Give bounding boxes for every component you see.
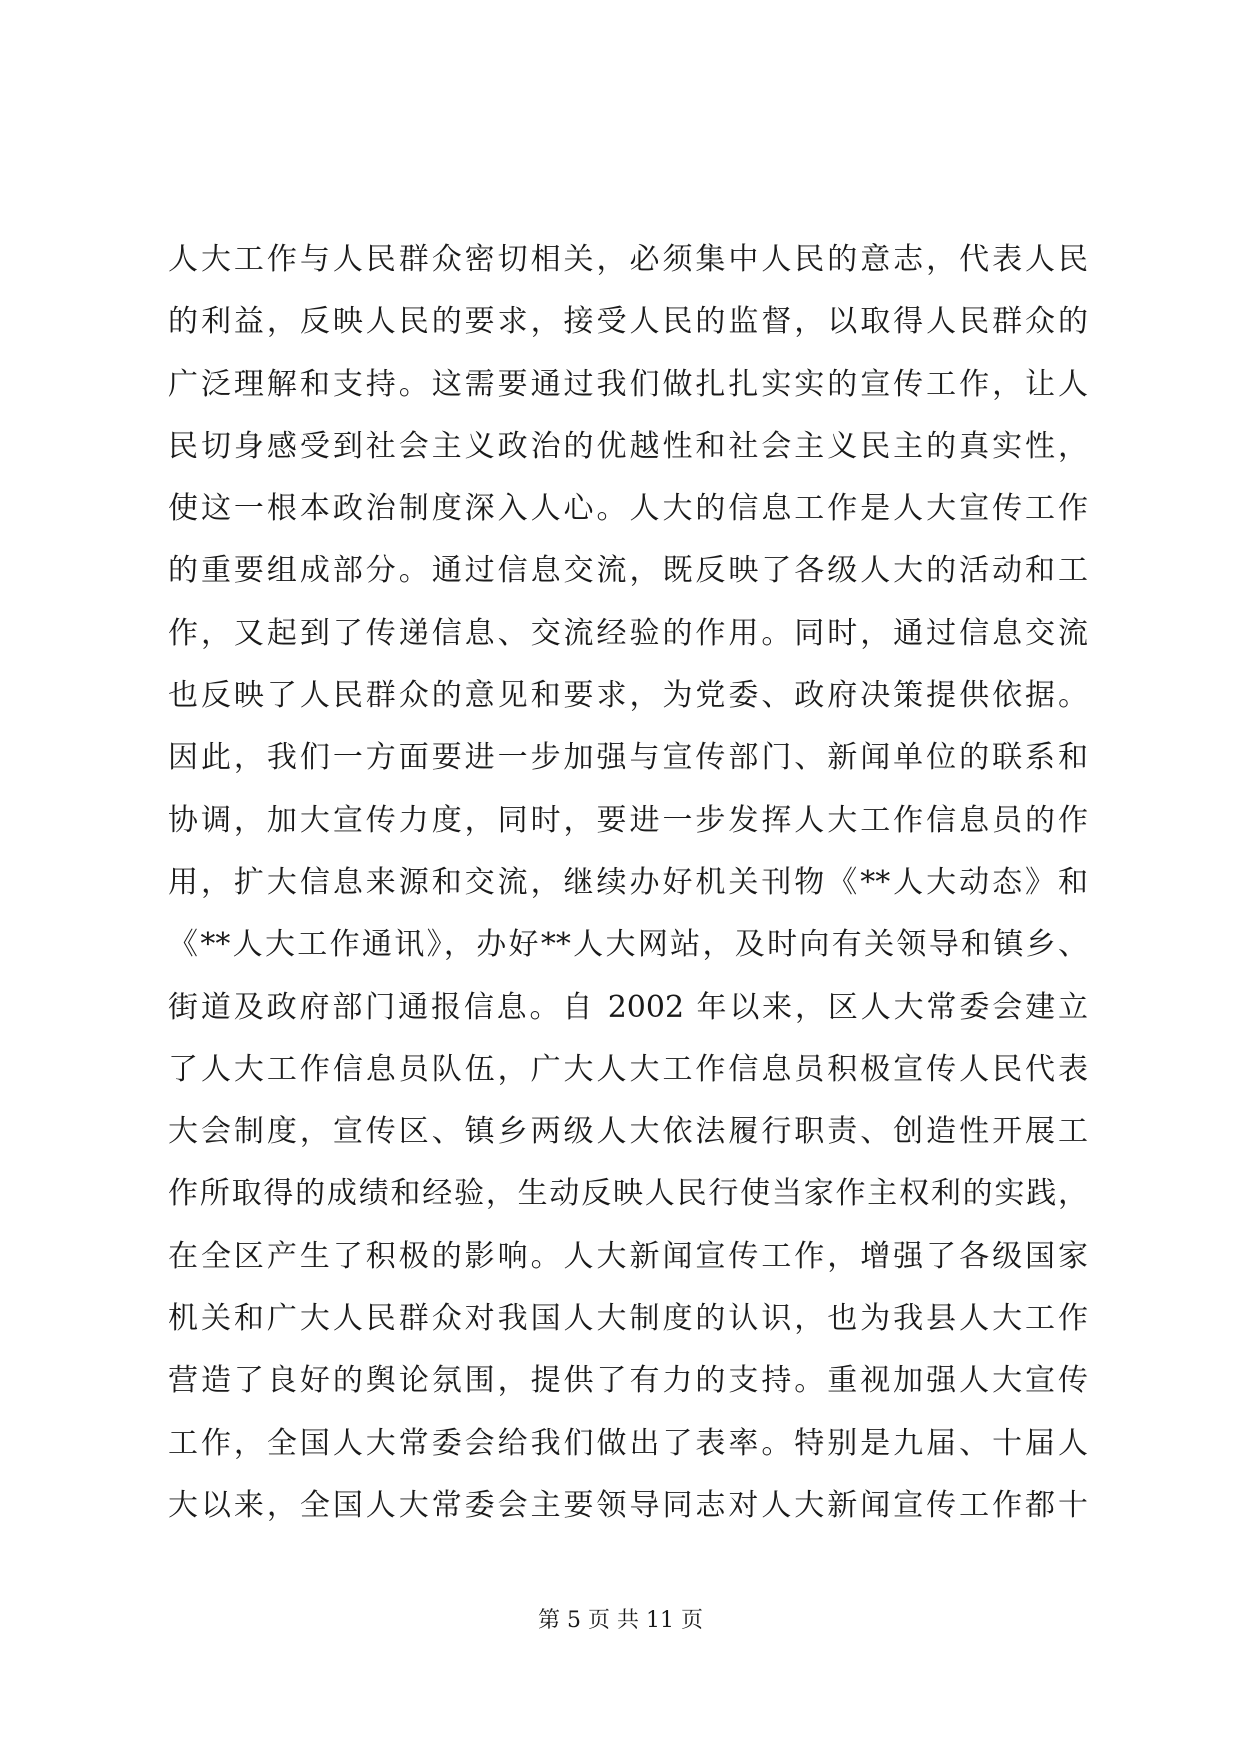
text-line: 作，又起到了传递信息、交流经验的作用。同时，通过信息交流	[168, 615, 1088, 651]
text-line: 营造了良好的舆论氛围，提供了有力的支持。重视加强人大宣传	[168, 1363, 1088, 1399]
text-line: 因此，我们一方面要进一步加强与宣传部门、新闻单位的联系和	[168, 740, 1088, 776]
text-line: 的重要组成部分。通过信息交流，既反映了各级人大的活动和工	[168, 553, 1088, 589]
text-line: 工作，全国人大常委会给我们做出了表率。特别是九届、十届人	[168, 1425, 1088, 1461]
text-line: 作所取得的成绩和经验，生动反映人民行使当家作主权利的实践，	[168, 1176, 1088, 1212]
text-line: 了人大工作信息员队伍，广大人大工作信息员积极宣传人民代表	[168, 1051, 1088, 1087]
text-line: 机关和广大人民群众对我国人大制度的认识，也为我县人大工作	[168, 1301, 1088, 1337]
text-line: 用，扩大信息来源和交流，继续办好机关刊物《**人大动态》和	[168, 864, 1088, 900]
text-line: 大以来，全国人大常委会主要领导同志对人大新闻宣传工作都十	[168, 1487, 1088, 1523]
text-line: 的利益，反映人民的要求，接受人民的监督，以取得人民群众的	[168, 304, 1088, 340]
text-line: 广泛理解和支持。这需要通过我们做扎扎实实的宣传工作，让人	[168, 366, 1088, 402]
text-line: 使这一根本政治制度深入人心。人大的信息工作是人大宣传工作	[168, 491, 1088, 527]
text-line: 人大工作与人民群众密切相关，必须集中人民的意志，代表人民	[168, 242, 1088, 277]
text-line: 民切身感受到社会主义政治的优越性和社会主义民主的真实性，	[168, 428, 1088, 464]
text-line: 在全区产生了积极的影响。人大新闻宣传工作，增强了各级国家	[168, 1238, 1088, 1274]
text-line: 也反映了人民群众的意见和要求，为党委、政府决策提供依据。	[168, 678, 1088, 714]
body-text	[168, 229, 1088, 1537]
text-line: 《**人大工作通讯》，办好**人大网站，及时向有关领导和镇乡、	[168, 927, 1088, 963]
text-line: 街道及政府部门通报信息。自 2002 年以来，区人大常委会建立	[168, 989, 1088, 1025]
text-line: 协调，加大宣传力度，同时，要进一步发挥人大工作信息员的作	[168, 802, 1088, 838]
text-line: 大会制度，宣传区、镇乡两级人大依法履行职责、创造性开展工	[168, 1114, 1088, 1150]
page-footer: 第 5 页 共 11 页	[538, 1608, 703, 1633]
